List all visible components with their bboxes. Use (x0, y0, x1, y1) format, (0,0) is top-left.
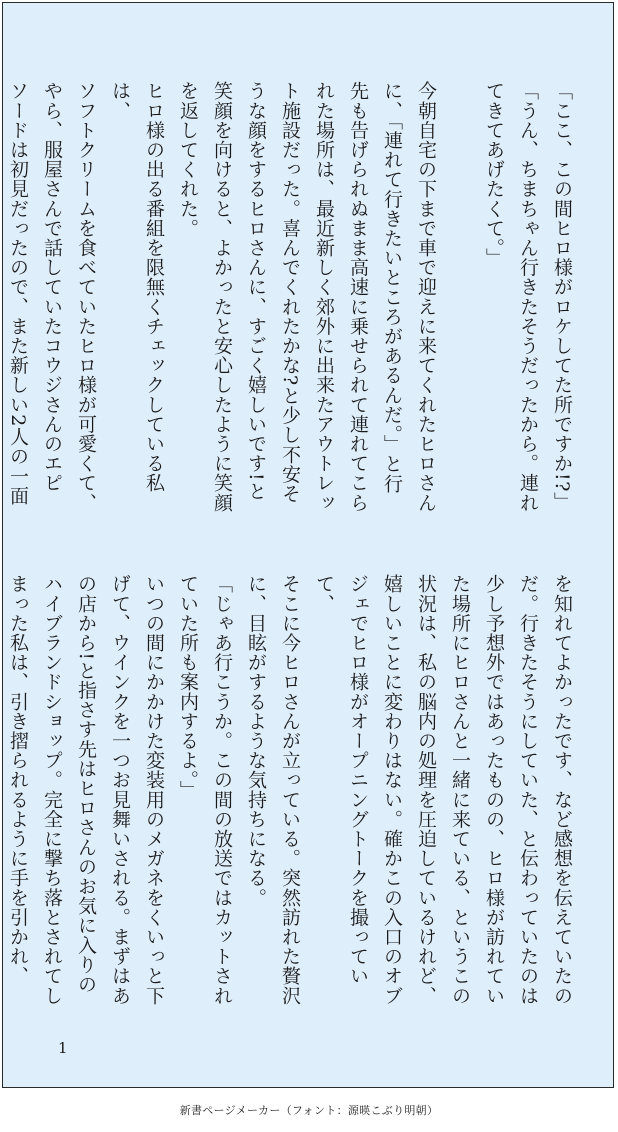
dialogue-line-1: 「ここ、この間ヒロ様がロケしてた所ですか!?」 (551, 81, 573, 512)
novel-page (2, 2, 614, 1088)
dialogue-line-3: 「じゃあ行こうか。この間の放送ではカットされ ていた所も案内するよ。」 (177, 574, 233, 1006)
lower-text-column (7, 574, 579, 1019)
blank-line (443, 81, 477, 526)
narrative-paragraph-3: を知れてよかったです、など感想を伝えていたの だ。行きたそうにしていた、と伝わっていたのは 少し予想外ではあったものの、ヒロ様が訪れてい た場所にヒロさんと一緒に来ている、というこの 状況は、私の脳内の処理を圧迫しているけれど、 嬉しいことに変わりはない。確かこの入口のオブ ジェでヒロ様がオープニングトークを撮っていて、 そこに今ヒロさんが立っている。突然訪れた贅沢 に、目眩がするような気持ちになる。 (245, 574, 573, 1006)
page-number: 1 (58, 1039, 68, 1057)
narrative-paragraph-2: ヒロ様の出る番組を限無くチェックしている私は、 ソフトクリームを食べていたヒロ様が可愛くて、 やら、服屋さんで話していたコウジさんのエピ ソードは初見だったので、また新しい2人の一面 (7, 81, 165, 513)
narrative-paragraph-4: いつの間にかかけた変装用のメガネをくいっと下 げて、ウインクを一つお見舞いされる。まずはあ の店から!と指さす先はヒロさんのお気に入りの ハイブランドショップ。完全に撃ち落とされてし まった私は、引き摺られるように手を引かれ、 (7, 574, 165, 1006)
footer-credit: 新書ページメーカー（フォント：源暎こぶり明朝） (179, 1104, 439, 1117)
upper-text-column (7, 81, 579, 526)
narrative-paragraph-1: 今朝自宅の下まで車で迎えに来てくれたヒロさん に、「連れて行きたいところがあるんだ。」と行 先も告げられぬまま高速に乗せられて連れてこら れた場所は、最近新しく郊外に出来たアウトレッ ト施設だった。喜んでくれたかな?と少し不安そ うな顔をするヒロさんに、すごく嬉しいです!と 笑顔を向けると、よかったと安心したように笑顔 を返してくれた。 (177, 81, 437, 513)
dialogue-line-2: 「うん、ちまちゃん行きたそうだったから。連れ てきてあげたくて。」 (483, 81, 539, 513)
